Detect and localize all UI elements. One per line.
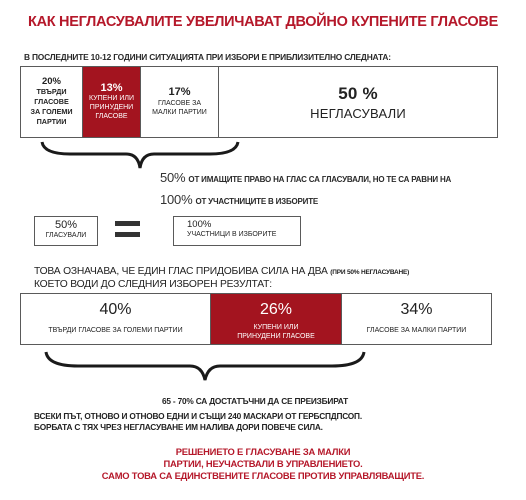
segment-label-line: ГЛАСОВЕ [95,112,128,120]
curly-brace-bottom [44,350,366,382]
segment-label-line: ТВЪРДИ [36,87,67,96]
current-situation-bar [20,66,498,138]
result-label: ГЛАСОВЕ ЗА МАЛКИ ПАРТИИ [366,327,467,334]
segment-percent: 50 % [338,83,378,103]
segment-label-line: ПРИНУДЕНИ [89,103,134,111]
explanation-line: КОЕТО ВОДИ ДО СЛЕДНИЯ ИЗБОРЕН РЕЗУЛТАТ: [34,278,272,290]
page-title: КАК НЕГЛАСУВАЛИТЕ УВЕЛИЧАВАТ ДВОЙНО КУПЕНИТЕ ГЛАСОВЕ [28,14,498,30]
segment-label-line: КУПЕНИ ИЛИ [89,94,134,102]
curly-brace-top [40,140,240,170]
result-small-parties [341,294,491,344]
statement-text: ОТ УЧАСТНИЦИТЕ В ИЗБОРИТЕ [195,197,319,206]
result-percent: 26% [259,301,293,318]
consequence-line: ВСЕКИ ПЪТ, ОТНОВО И ОТНОВО ЕДНИ И СЪЩИ 240 МАСКАРИ ОТ ГЕРБСПДПСОП. [34,411,362,421]
result-percent: 34% [400,301,433,318]
result-bar [20,293,492,345]
equation-left-box [34,216,98,246]
equals-sign-icon [115,221,140,239]
segment-non-voters [219,67,497,137]
equation-right-box [173,216,301,246]
solution-line: РЕШЕНИЕТО Е ГЛАСУВАНЕ ЗА МАЛКИ [175,446,351,457]
segment-percent: 20% [41,76,61,87]
segment-label: НЕГЛАСУВАЛИ [310,105,406,121]
consequence-note [34,411,504,433]
equation-left-label: ГЛАСУВАЛИ [45,232,87,239]
result-label-line: ПРИНУДЕНИ ГЛАСОВЕ [237,333,315,340]
segment-percent: 17% [168,85,191,98]
intro-text: В ПОСЛЕДНИТЕ 10-12 ГОДИНИ СИТУАЦИЯТА ПРИ ИЗБОРИ Е ПРИБЛИЗИТЕЛНО СЛЕДНАТА: [24,52,391,62]
equation-right-percent: 100% [187,219,212,230]
statement-text: ОТ ИМАЩИТЕ ПРАВО НА ГЛАС СА ГЛАСУВАЛИ, НО ТЕ СА РАВНИ НА [188,175,452,184]
solution-line: САМО ТОВА СА ЕДИНСТВЕНИТЕ ГЛАСОВЕ ПРОТИВ УПРАВЛЯВАЩИТЕ. [101,470,425,481]
statement-participants [160,192,318,207]
solution-line: ПАРТИИ, НЕУЧАСТВАЛИ В УПРАВЛЕНИЕТО. [163,458,363,469]
segment-label-line: ГЛАСОВЕ [34,97,69,106]
threshold-note: 65 - 70% СА ДОСТАТЪЧНИ ДА СЕ ПРЕИЗБИРАТ [162,396,349,406]
result-label: ТВЪРДИ ГЛАСОВЕ ЗА ГОЛЕМИ ПАРТИИ [48,327,183,334]
consequence-line: БОРБАТА С ТЯХ ЧРЕЗ НЕГЛАСУВАНЕ ИМ НАЛИВА ДОРИ ПОВЕЧЕ СИЛА. [34,422,323,432]
segment-label-line: ГЛАСОВЕ ЗА [157,99,202,107]
solution-callout [0,446,526,482]
result-label-line: КУПЕНИ ИЛИ [253,324,299,331]
segment-label-line: ЗА ГОЛЕМИ [30,107,73,116]
equation-left-percent: 50% [54,219,78,231]
result-percent: 40% [99,301,132,318]
explanation-line: ТОВА ОЗНАЧАВА, ЧЕ ЕДИН ГЛАС ПРИДОБИВА СИЛА НА ДВА [34,266,328,277]
statement-voted [160,170,451,185]
statement-percent: 50% [160,170,186,185]
result-big-parties [21,294,211,344]
segment-small-parties [141,67,219,137]
explanation-paragraph [34,266,514,290]
segment-label-line: ПАРТИИ [36,117,67,126]
segment-bought-votes [83,67,141,137]
segment-big-parties [21,67,83,137]
segment-label-line: МАЛКИ ПАРТИИ [152,108,207,116]
statement-percent: 100% [160,192,193,207]
result-bought-votes [211,294,341,344]
explanation-note: (ПРИ 50% НЕГЛАСУВАНЕ) [330,269,410,276]
segment-percent: 13% [100,81,123,94]
equation-right-label: УЧАСТНИЦИ В ИЗБОРИТЕ [187,231,277,238]
